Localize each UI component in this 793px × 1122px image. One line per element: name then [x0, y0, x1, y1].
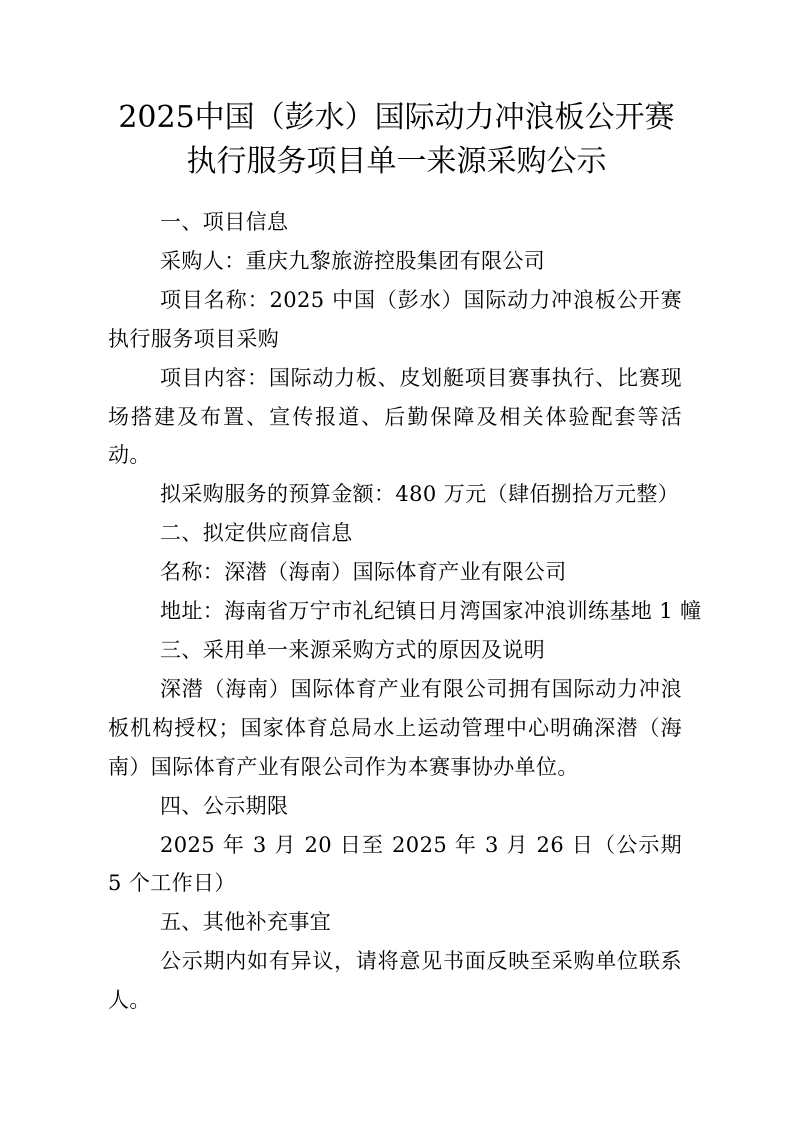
purchaser-line: 采购人：重庆九黎旅游控股集团有限公司: [160, 248, 546, 273]
section-heading-notice-period: 四、公示期限: [160, 793, 289, 818]
section-heading-other-matters: 五、其他补充事宜: [160, 910, 332, 935]
project-content-paragraph: 项目内容：国际动力板、皮划艇项目赛事执行、比赛现场搭建及布置、宣传报道、后勤保障及相关体验配套等活动。: [108, 365, 682, 468]
supplier-address-line: 地址：海南省万宁市礼纪镇日月湾国家冲浪训练基地 1 幢: [160, 599, 702, 624]
section-heading-project-info: 一、项目信息: [160, 210, 289, 234]
document-title-line-1: 2025中国（彭水）国际动力冲浪板公开赛: [118, 100, 675, 135]
objection-paragraph: 公示期内如有异议，请将意见书面反映至采购单位联系人。: [108, 949, 682, 1013]
supplier-name-line: 名称：深潜（海南）国际体育产业有限公司: [160, 560, 567, 585]
project-name-paragraph: 项目名称：2025 中国（彭水）国际动力冲浪板公开赛执行服务项目采购: [108, 287, 682, 351]
section-heading-supplier-info: 二、拟定供应商信息: [160, 521, 353, 546]
section-heading-reason: 三、采用单一来源采购方式的原因及说明: [160, 637, 546, 662]
document-title-line-2: 执行服务项目单一来源采购公示: [186, 144, 607, 179]
document-body: [108, 203, 702, 1020]
reason-paragraph: 深潜（海南）国际体育产业有限公司拥有国际动力冲浪板机构授权；国家体育总局水上运动管理中心明确深潜（海南）国际体育产业有限公司作为本赛事协办单位。: [108, 676, 682, 779]
budget-line: 拟采购服务的预算金额：480 万元（肆佰捌拾万元整）: [160, 482, 680, 507]
notice-period-paragraph: 2025 年 3 月 20 日至 2025 年 3 月 26 日（公示期 5 个工作日）: [108, 832, 682, 896]
